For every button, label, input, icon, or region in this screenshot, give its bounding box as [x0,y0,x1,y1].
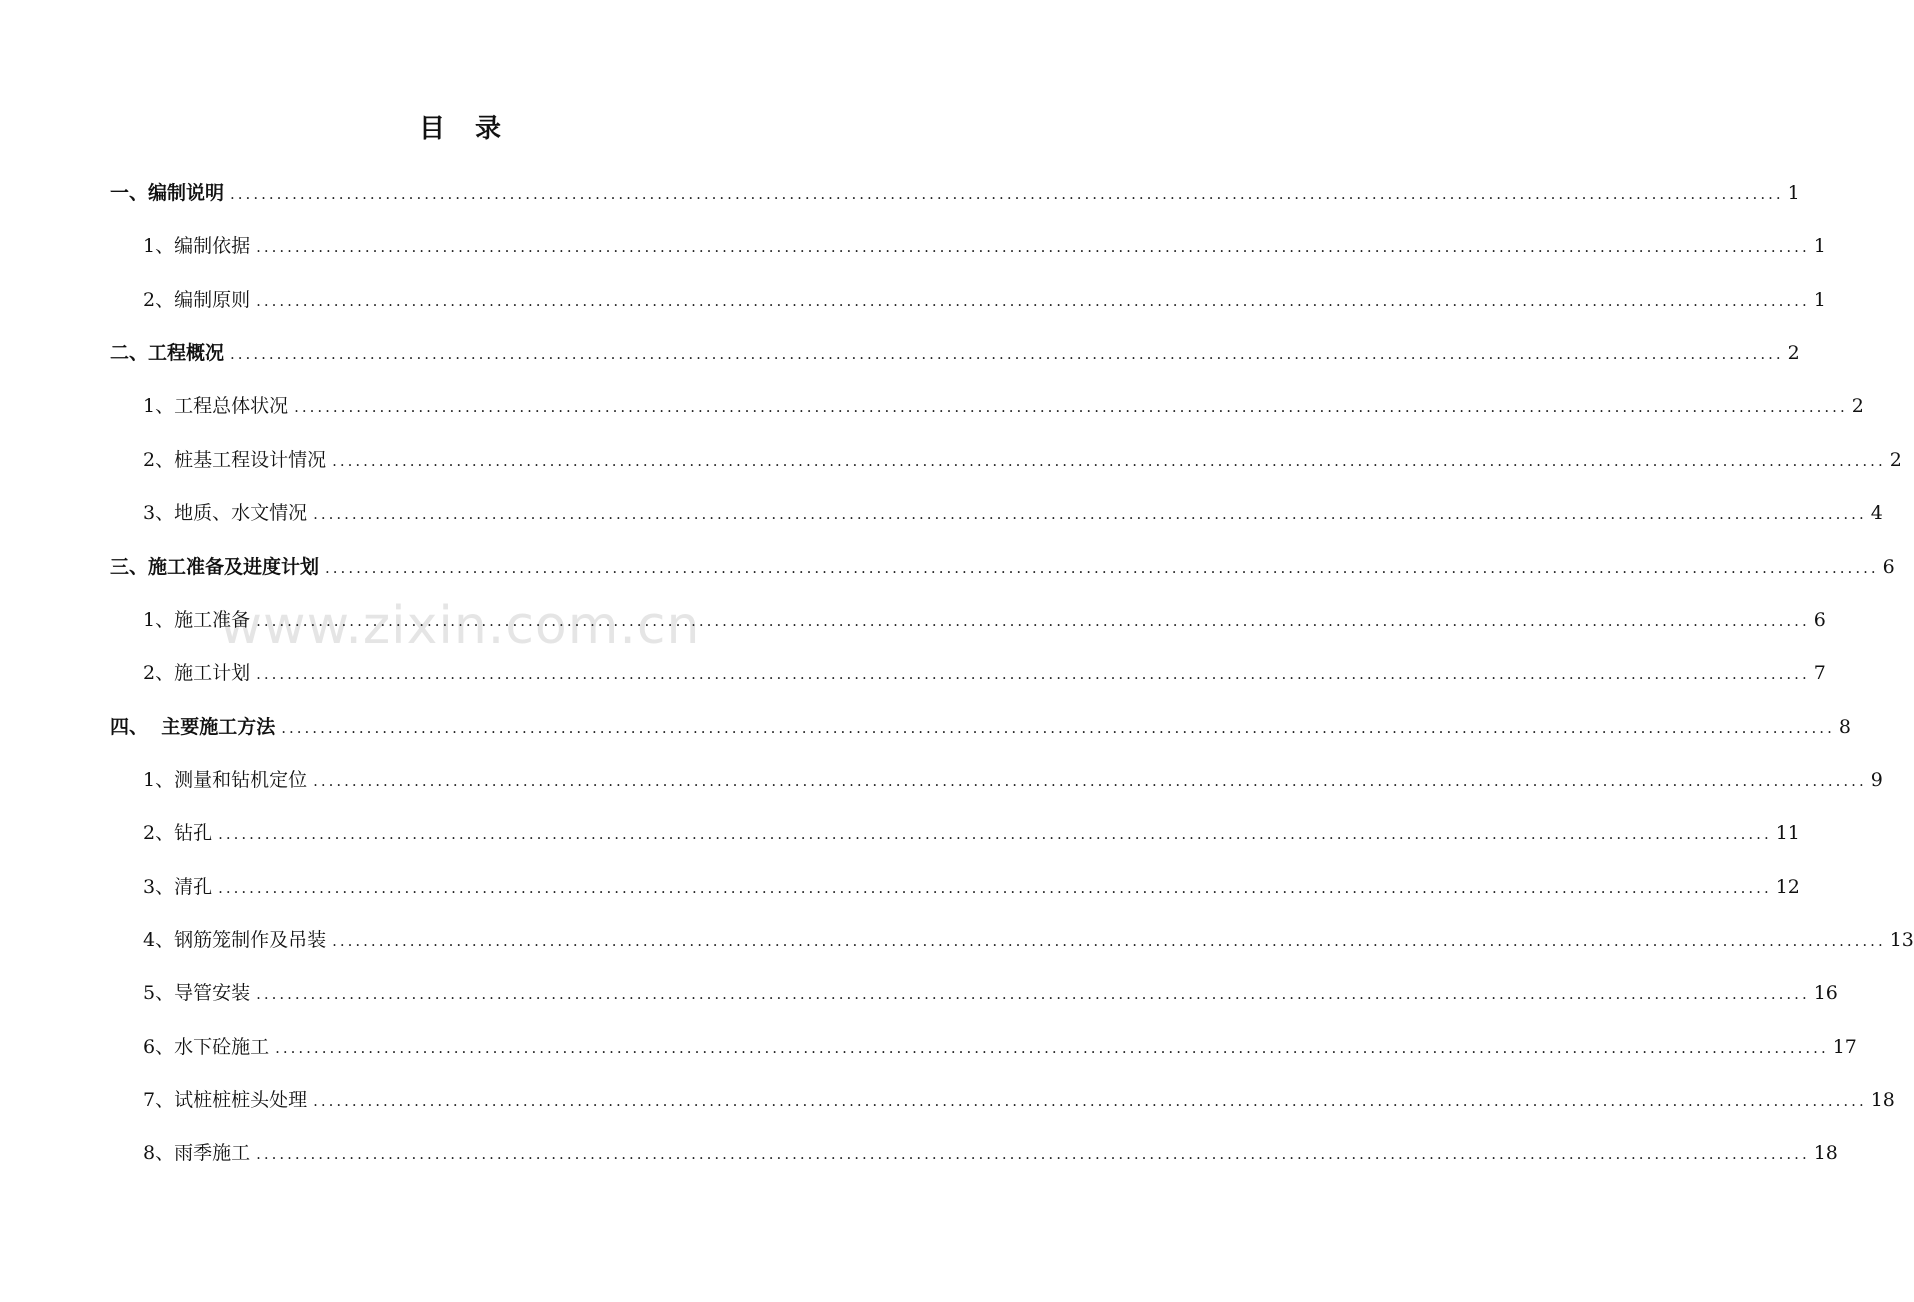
toc-entry[interactable] [143,498,1883,528]
toc-entry[interactable] [110,712,1851,742]
toc-entry[interactable] [143,285,1826,315]
toc-entry-page: 2 [1889,449,1902,471]
toc-entry[interactable] [143,765,1883,795]
toc-entry[interactable] [110,338,1800,368]
watermark: www.zixin.com.cn [219,596,701,656]
dot-leader: ........................................................................................................................................................................................................ [256,665,1810,683]
toc-entry-page: 2 [1851,395,1864,417]
toc-entry-label: 4、钢筋笼制作及吊装 [143,929,327,951]
toc-entry-label: 1、编制依据 [143,235,251,257]
toc-entry-label: 8、雨季施工 [143,1142,251,1164]
toc-entry-label: 1、施工准备 [143,609,251,631]
toc-entry-page: 7 [1813,662,1826,684]
toc-entry-page: 18 [1813,1142,1838,1164]
toc-entry[interactable] [143,872,1800,902]
toc-entry-page: 18 [1870,1089,1895,1111]
toc-entry-label: 1、工程总体状况 [143,395,289,417]
toc-entry-page: 6 [1882,556,1895,578]
toc-entry-page: 8 [1838,716,1851,738]
dot-leader: ........................................................................................................................................................................................................ [332,932,1886,950]
toc-entry[interactable] [110,178,1800,208]
toc-entry[interactable] [143,1138,1838,1168]
toc-entry-label: 2、施工计划 [143,662,251,684]
dot-leader: ........................................................................................................................................................................................................ [256,238,1810,256]
page-title-char: 目 [418,114,445,144]
toc-entry-label: 2、编制原则 [143,289,251,311]
toc-entry[interactable] [143,658,1826,688]
toc-entry[interactable] [110,552,1895,582]
dot-leader: ........................................................................................................................................................................................................ [256,612,1810,630]
toc-entry-label: 2、钻孔 [143,822,213,844]
toc-entry[interactable] [143,978,1838,1008]
dot-leader: ........................................................................................................................................................................................................ [281,719,1835,737]
dot-leader: ........................................................................................................................................................................................................ [218,879,1772,897]
toc-entry-label: 1、测量和钻机定位 [143,769,308,791]
dot-leader: ........................................................................................................................................................................................................ [230,345,1784,363]
toc-entry[interactable] [143,1032,1857,1062]
dot-leader: ........................................................................................................................................................................................................ [275,1039,1829,1057]
toc-entry-page: 9 [1870,769,1883,791]
toc-entry[interactable] [143,1085,1895,1115]
toc-entry[interactable] [143,605,1826,635]
dot-leader: ........................................................................................................................................................................................................ [294,398,1848,416]
toc-entry-label: 6、水下砼施工 [143,1036,270,1058]
page-title-char: 录 [475,114,502,144]
toc-entry[interactable] [143,445,1902,475]
dot-leader: ........................................................................................................................................................................................................ [313,1092,1867,1110]
toc-entry-label: 3、地质、水文情况 [143,502,308,524]
toc-entry[interactable] [143,925,1914,955]
toc-entry-page: 1 [1787,182,1800,204]
toc-entry-label: 7、试桩桩桩头处理 [143,1089,308,1111]
dot-leader: ........................................................................................................................................................................................................ [313,505,1867,523]
page-title [0,108,920,145]
toc-entry-label: 5、导管安装 [143,982,251,1004]
toc-entry-page: 1 [1813,235,1826,257]
toc-entry-page: 1 [1813,289,1826,311]
toc-entry[interactable] [143,818,1800,848]
toc-entry[interactable] [143,391,1864,421]
toc-entry-page: 17 [1832,1036,1857,1058]
toc-entry-label: 四、 主要施工方法 [110,716,276,738]
dot-leader: ........................................................................................................................................................................................................ [256,292,1810,310]
dot-leader: ........................................................................................................................................................................................................ [313,772,1867,790]
toc-entry-label: 3、清孔 [143,876,213,898]
toc-entry-label: 2、桩基工程设计情况 [143,449,327,471]
toc-entry-label: 三、施工准备及进度计划 [110,556,320,578]
toc-entry-page: 6 [1813,609,1826,631]
toc-entry-page: 11 [1775,822,1800,844]
dot-leader: ........................................................................................................................................................................................................ [230,185,1784,203]
dot-leader: ........................................................................................................................................................................................................ [325,559,1879,577]
toc-entry-label: 二、工程概况 [110,342,225,364]
dot-leader: ........................................................................................................................................................................................................ [256,1145,1810,1163]
toc-entry-page: 13 [1889,929,1914,951]
dot-leader: ........................................................................................................................................................................................................ [332,452,1886,470]
toc-entry-label: 一、编制说明 [110,182,225,204]
toc-entry-page: 4 [1870,502,1883,524]
toc-entry[interactable] [143,231,1826,261]
toc-entry-page: 12 [1775,876,1800,898]
dot-leader: ........................................................................................................................................................................................................ [256,985,1810,1003]
toc-entry-page: 16 [1813,982,1838,1004]
toc-entry-page: 2 [1787,342,1800,364]
dot-leader: ........................................................................................................................................................................................................ [218,825,1772,843]
